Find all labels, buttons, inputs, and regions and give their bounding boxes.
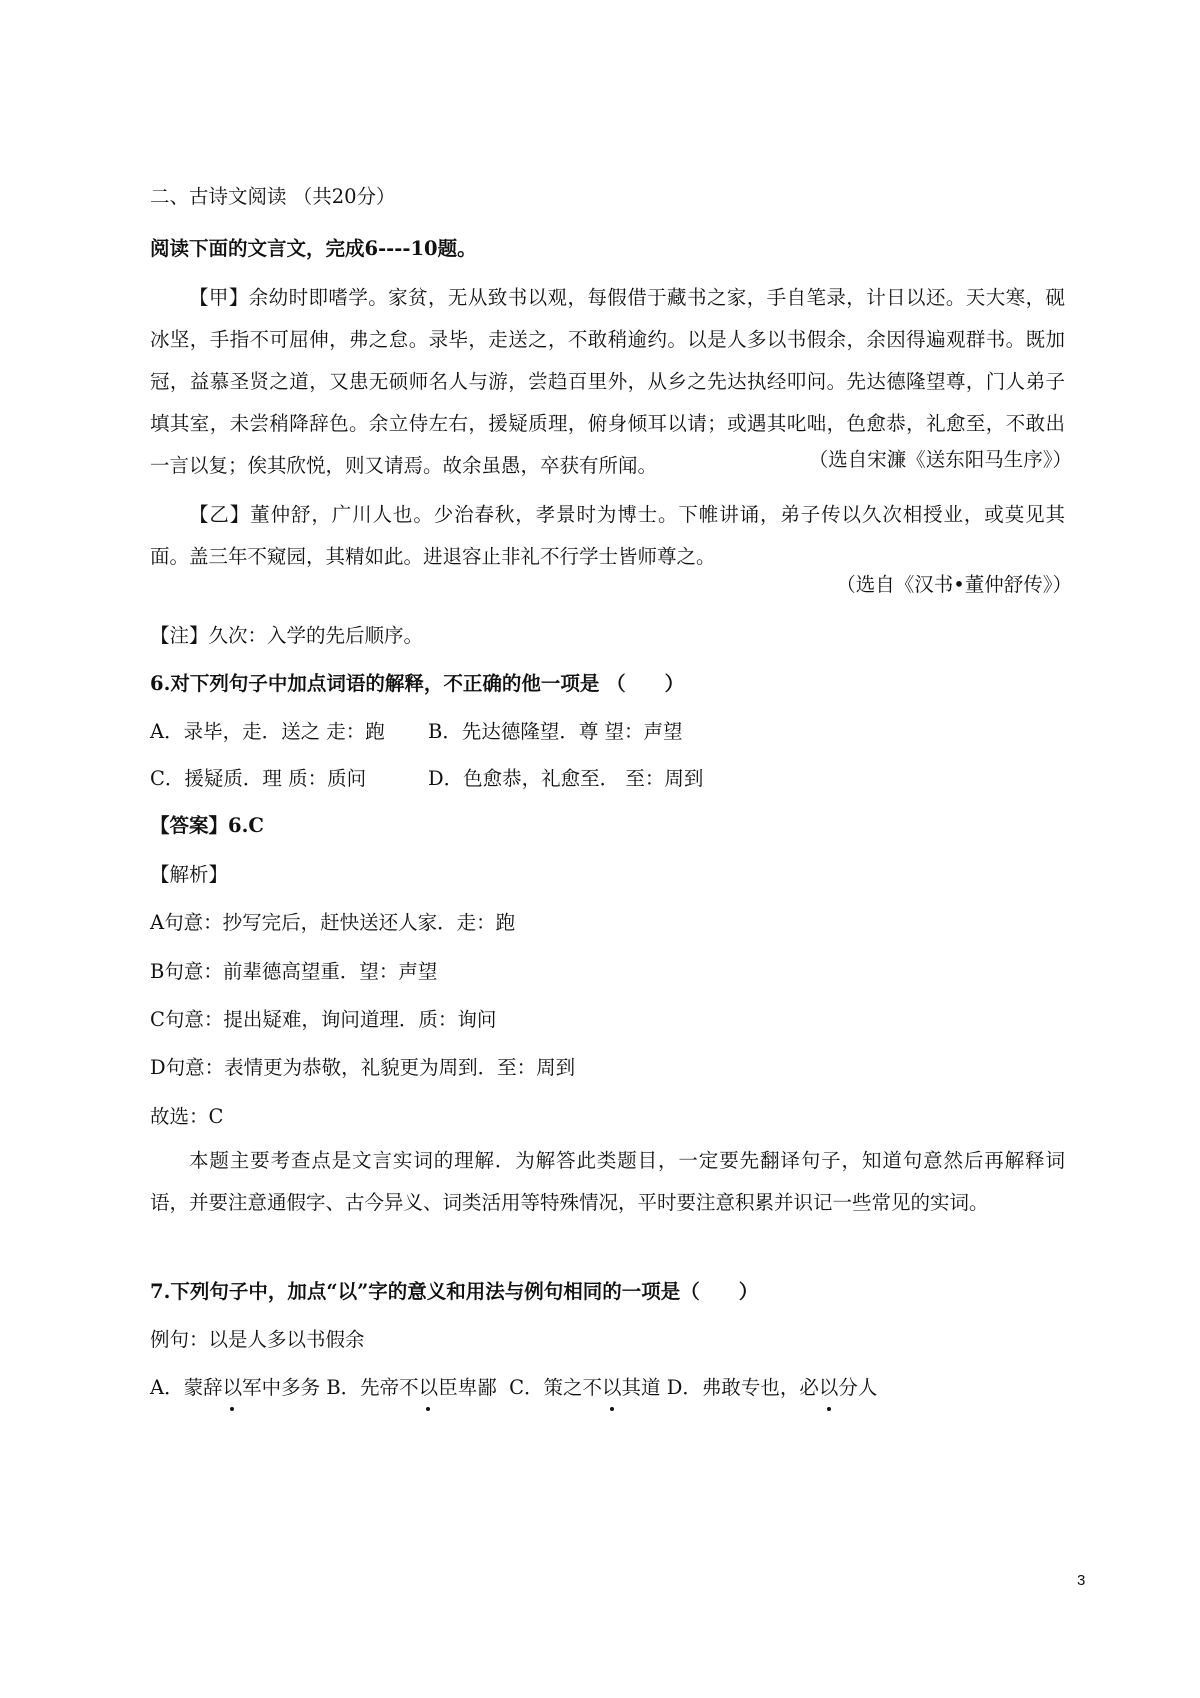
note: 【注】久次：入学的先后顺序。	[150, 624, 424, 647]
q6-analysis-c: C句意：提出疑难，询问道理．质：询问	[150, 1008, 497, 1031]
instruction: 阅读下面的文言文，完成6----10题。	[150, 237, 477, 260]
q7-example: 例句：以是人多以书假余	[150, 1328, 365, 1351]
q7-option-d	[667, 1376, 878, 1399]
q6-option-c: C．援疑质．理 质：质问	[150, 767, 367, 790]
page-number: 3	[1077, 1572, 1086, 1589]
q7-option-c	[509, 1376, 660, 1399]
q6-analysis-d: D句意：表情更为恭敬，礼貌更为周到．至：周到	[150, 1056, 576, 1079]
q7-option-d-post: 分人	[838, 1376, 878, 1399]
q7-option-a-post: 军中多务	[242, 1376, 321, 1399]
source-a: （选自宋濂《送东阳马生序》）	[808, 448, 1072, 471]
q6-analysis-a: A句意：抄写完后，赶快送还人家．走：跑	[150, 911, 516, 934]
q6-choice: 故选：C	[150, 1105, 224, 1128]
q7-options	[150, 1374, 877, 1402]
q6-summary: 本题主要考查点是文言实词的理解．为解答此类题目，一定要先翻译句子，知道句意然后再解释词语，并要注意通假字、古今异义、词类活用等特殊情况，平时要注意积累并识记一些常见的实词。	[150, 1149, 1065, 1214]
q6-analysis-label: 【解析】	[150, 863, 229, 886]
q6-option-a: A．录毕，走．送之 走：跑	[150, 720, 385, 743]
q7-option-c-pre: C．策之不	[509, 1376, 603, 1399]
q6-analysis-b: B句意：前辈德高望重．望：声望	[150, 960, 438, 983]
q6-option-d: D．色愈恭，礼愈至． 至：周到	[428, 767, 704, 790]
q7-option-c-dotted-char: 以	[602, 1374, 622, 1402]
answer-label: 【答案】6.C	[150, 814, 264, 837]
q7-option-d-dotted-char: 以	[819, 1374, 839, 1402]
q7-option-b-dotted-char: 以	[419, 1374, 439, 1402]
question-7-stem: 7.下列句子中，加点“以”字的意义和用法与例句相同的一项是（ ）	[150, 1280, 759, 1303]
section-heading: 二、古诗文阅读 （共20分）	[150, 185, 396, 208]
q6-answer	[150, 812, 264, 840]
q7-option-a-dotted-char: 以	[223, 1374, 243, 1402]
source-b: （选自《汉书•董仲舒传》）	[836, 573, 1072, 596]
q7-option-d-pre: D．弗敢专也，必	[666, 1376, 819, 1399]
passage-b: 【乙】董仲舒，广川人也。少治春秋，孝景时为博士。下帷讲诵，弟子传以久次相授业，或莫见其面。盖三年不窥园，其精如此。进退容止非礼不行学士皆师尊之。	[150, 503, 1065, 568]
q7-option-b	[326, 1376, 496, 1399]
q7-option-a-pre: A．蒙辞	[150, 1376, 223, 1399]
q7-option-c-post: 其道	[621, 1376, 661, 1399]
question-6-stem: 6.对下列句子中加点词语的解释，不正确的他一项是 （ ）	[150, 672, 685, 695]
q7-option-a	[150, 1376, 320, 1399]
q7-option-b-pre: B．先帝不	[326, 1376, 419, 1399]
q7-option-b-post: 臣卑鄙	[438, 1376, 497, 1399]
passage-a: 【甲】余幼时即嗜学。家贫，无从致书以观，每假借于藏书之家，手自笔录，计日以还。天大寒，砚冰坚，手指不可屈伸，弗之怠。录毕，走送之，不敢稍逾约。以是人多以书假余，余因得遍观群书。既加冠，益慕圣贤之道，又患无硕师名人与游，尝趋百里外，从乡之先达执经叩问。先达德隆望尊，门人弟子填其室，未尝稍降辞色。余立侍左右，援疑质理，俯身倾耳以请；或遇其叱咄，色愈恭，礼愈至，不敢出一言以复；俟其欣悦，则又请焉。故余虽愚，卒获有所闻。	[150, 286, 1065, 477]
q6-option-b: B．先达德隆望．尊 望：声望	[428, 720, 683, 743]
